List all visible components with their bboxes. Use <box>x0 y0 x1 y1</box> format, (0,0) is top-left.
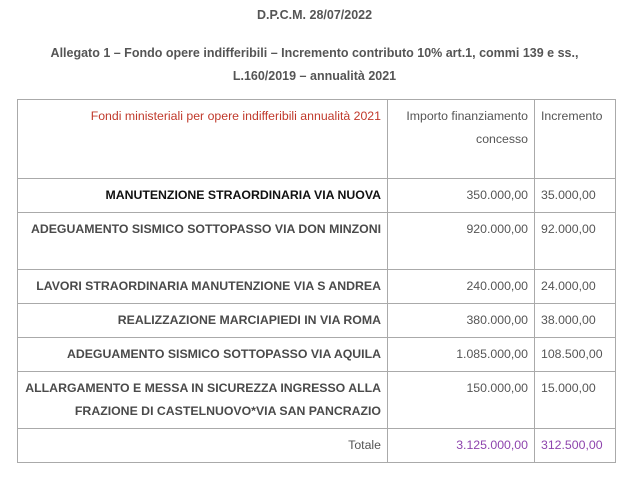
total-label: Totale <box>18 429 388 463</box>
table-row <box>18 338 616 372</box>
row-incremento: 108.500,00 <box>535 338 616 372</box>
row-incremento: 24.000,00 <box>535 270 616 304</box>
table-title-cell: Fondi ministeriali per opere indifferibili annualità 2021 <box>18 100 388 179</box>
table-row <box>18 304 616 338</box>
row-importo: 920.000,00 <box>388 213 535 270</box>
row-name: REALIZZAZIONE MARCIAPIEDI IN VIA ROMA <box>18 304 388 338</box>
document-title-line-1: Allegato 1 – Fondo opere indifferibili – Incremento contributo 10% art.1, commi 139 e ss., <box>50 46 579 60</box>
header-incremento: Incremento <box>535 100 616 179</box>
header-importo: Importo finanziamento concesso <box>388 100 535 179</box>
row-incremento: 15.000,00 <box>535 372 616 429</box>
row-incremento: 38.000,00 <box>535 304 616 338</box>
row-name: ADEGUAMENTO SISMICO SOTTOPASSO VIA DON MINZONI <box>18 213 388 270</box>
row-importo: 350.000,00 <box>388 179 535 213</box>
row-name: ADEGUAMENTO SISMICO SOTTOPASSO VIA AQUILA <box>18 338 388 372</box>
row-importo: 150.000,00 <box>388 372 535 429</box>
table-row <box>18 372 616 429</box>
total-incremento: 312.500,00 <box>535 429 616 463</box>
row-incremento: 92.000,00 <box>535 213 616 270</box>
table-row <box>18 179 616 213</box>
row-incremento: 35.000,00 <box>535 179 616 213</box>
row-importo: 240.000,00 <box>388 270 535 304</box>
table-row <box>18 270 616 304</box>
table-row <box>18 213 616 270</box>
row-name: LAVORI STRAORDINARIA MANUTENZIONE VIA S ANDREA <box>18 270 388 304</box>
table-header-row <box>18 100 616 179</box>
row-importo: 380.000,00 <box>388 304 535 338</box>
funding-table <box>17 99 616 463</box>
row-name: ALLARGAMENTO E MESSA IN SICUREZZA INGRESSO ALLA FRAZIONE DI CASTELNUOVO*VIA SAN PANCRAZIO <box>18 372 388 429</box>
total-row <box>18 429 616 463</box>
row-name: MANUTENZIONE STRAORDINARIA VIA NUOVA <box>18 179 388 213</box>
row-importo: 1.085.000,00 <box>388 338 535 372</box>
total-importo: 3.125.000,00 <box>388 429 535 463</box>
document-reference: D.P.C.M. 28/07/2022 <box>256 8 373 22</box>
document-title-line-2: L.160/2019 – annualità 2021 <box>232 69 397 83</box>
